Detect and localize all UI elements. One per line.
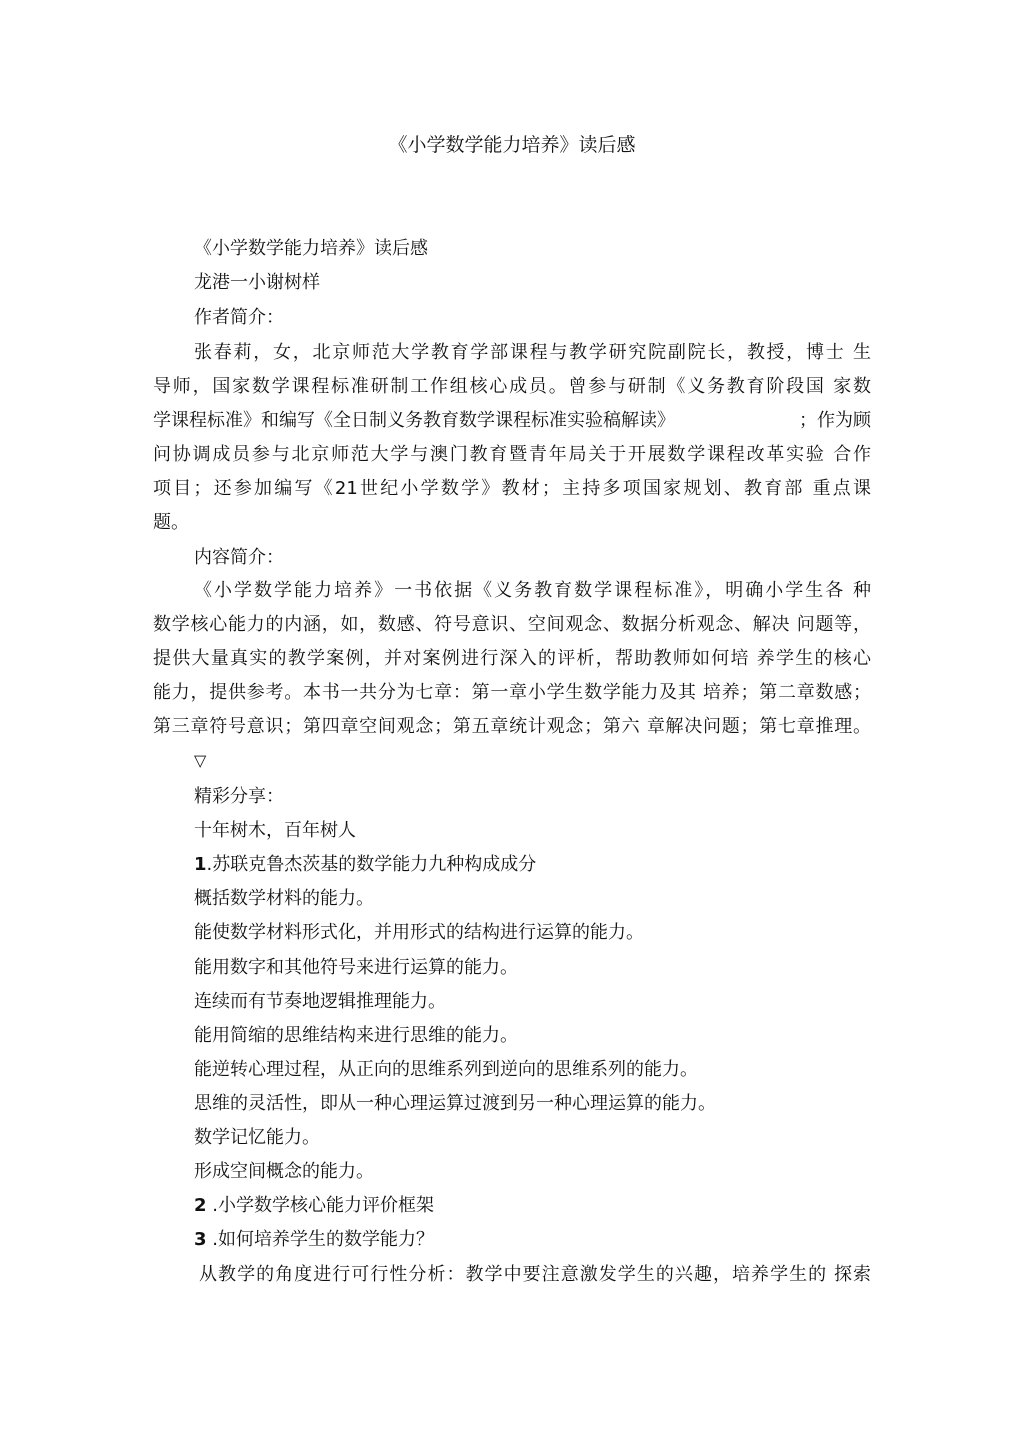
section-1-item: 形成空间概念的能力。 <box>194 1161 374 1182</box>
content-intro-line-5: 第三章符号意识；第四章空间观念；第五章统计观念；第六 章解决问题；第七章推理。 <box>153 716 871 737</box>
content-intro-label: 内容简介： <box>194 547 284 568</box>
content-intro-line-4: 能力，提供参考。本书一共分为七章：第一章小学生数学能力及其 培养；第二章数感； <box>153 682 871 703</box>
author-intro-label: 作者简介： <box>194 307 284 328</box>
section-1-item: 能逆转心理过程，从正向的思维系列到逆向的思维系列的能力。 <box>194 1059 698 1080</box>
author-intro-line-1: 张春莉，女，北京师范大学教育学部课程与教学研究院副院长，教授，博士 生 <box>194 342 871 363</box>
author-intro-line-2: 导师，国家数学课程标准研制工作组核心成员。曾参与研制《义务教育阶段国 家数 <box>153 376 871 397</box>
down-triangle-icon: ▽ <box>194 751 207 770</box>
section-1-number: 1 <box>194 854 207 875</box>
section-3-number: 3 <box>194 1229 207 1250</box>
author-intro-line-3b: ；作为顾 <box>799 410 871 431</box>
author-intro-line-4: 问协调成员参与北京师范大学与澳门教育暨青年局关于开展数学课程改革实验 合作 <box>153 444 871 465</box>
article-heading: 《小学数学能力培养》读后感 <box>194 238 428 259</box>
section-1-item: 能使数学材料形式化，并用形式的结构进行运算的能力。 <box>194 922 644 943</box>
content-intro-line-2: 数学核心能力的内涵，如，数感、符号意识、空间观念、数据分析观念、解决 问题等， <box>153 614 871 635</box>
section-2-title: .小学数学核心能力评价框架 <box>206 1195 434 1216</box>
final-paragraph-line: 从教学的角度进行可行性分析：教学中要注意激发学生的兴趣，培养学生的 探索 <box>199 1264 871 1285</box>
section-3-title: .如何培养学生的数学能力？ <box>206 1229 434 1250</box>
author-intro-line-6: 题。 <box>153 512 189 533</box>
content-intro-line-1: 《小学数学能力培养》一书依据《义务教育数学课程标准》，明确小学生各 种 <box>194 580 871 601</box>
section-2-heading <box>194 1195 434 1217</box>
author-intro-line-3a: 学课程标准》和编写《全日制义务教育数学课程标准实验稿解读》 <box>153 410 675 431</box>
section-3-heading <box>194 1229 434 1251</box>
author-intro-line-3 <box>153 410 871 432</box>
author-intro-line-5: 项目；还参加编写《21世纪小学数学》教材；主持多项国家规划、教育部 重点课 <box>153 478 871 499</box>
section-1-item: 概括数学材料的能力。 <box>194 888 374 909</box>
section-1-item: 数学记忆能力。 <box>194 1127 320 1148</box>
section-1-item: 连续而有节奏地逻辑推理能力。 <box>194 991 446 1012</box>
section-1-item: 能用数字和其他符号来进行运算的能力。 <box>194 957 518 978</box>
section-1-item: 思维的灵活性，即从一种心理运算过渡到另一种心理运算的能力。 <box>194 1093 716 1114</box>
page-title: 《小学数学能力培养》读后感 <box>388 134 636 156</box>
section-1-heading <box>194 854 536 876</box>
section-1-title: .苏联克鲁杰茨基的数学能力九种构成成分 <box>206 854 537 875</box>
section-2-number: 2 <box>194 1195 207 1216</box>
share-subtitle: 十年树木，百年树人 <box>194 820 356 841</box>
share-label: 精彩分享： <box>194 786 284 807</box>
section-1-item: 能用简缩的思维结构来进行思维的能力。 <box>194 1025 518 1046</box>
author-line: 龙港一小谢树样 <box>194 272 320 293</box>
content-intro-line-3: 提供大量真实的教学案例，并对案例进行深入的评析，帮助教师如何培 养学生的核心 <box>153 648 871 669</box>
